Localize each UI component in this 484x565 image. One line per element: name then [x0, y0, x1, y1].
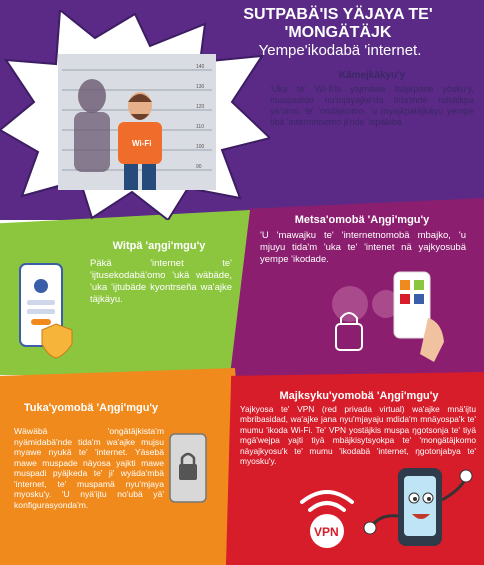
- svg-text:100: 100: [196, 144, 205, 150]
- svg-text:140: 140: [196, 64, 205, 70]
- phone-lock-icon: [160, 430, 220, 510]
- svg-text:120: 120: [196, 104, 205, 110]
- intro-box: [270, 70, 474, 188]
- witpa-title: Witpä 'aŋgi'mgu'y: [112, 240, 206, 252]
- svg-text:130: 130: [196, 84, 205, 90]
- metsa-title: Metsa'omobä 'Aŋgi'mgu'y: [294, 214, 430, 226]
- page-title: SUTPABÄ'IS YÄJAYA TE' 'MONGÄTÄJK: [243, 6, 433, 41]
- witpa-body: Päkä 'internet te' 'ijtusekodabä'omo 'ukä wäbäde, 'uka 'ijtubäde kyontrseña wa'ajke täjkäyu.: [90, 258, 232, 305]
- majksyku-body: Yajkyosa te' VPN (red privada virtual) wa'ajke mnä'ijtu mbribasidad, wa'ajke jana nyu'mjayaju mdida'm mnäyospa'k te' mumu 'ikoda Wi-Fi. Te' VPN yostäjkis muspa ŋgotsonja te' tiyä mgä'wejpa yajti tiyä mbäjkisytsyokpa te' 'mongätäjkomo näyajkyosu'k te' mumu 'ikodabä 'internet, ŋgotonjabya te' myosku'y.: [240, 404, 476, 467]
- svg-text:90: 90: [196, 164, 202, 170]
- intro-body: 'Uka te' Wi-fi'is yajmawe tsäjkpade yösku'y, muspadide nu'mjayajke'da tida'mde ndsäjkpa yä'omo, te' 'ondäjkomo, 'u myajkpatäjkäyu yempe tibä 'internetnomo ji'nde 'ispäkibä.: [270, 84, 474, 127]
- wifi-shirt-label: Wi-Fi: [132, 139, 152, 148]
- intro-heading: Kämejkäkyu'y: [338, 70, 406, 81]
- metsa-body: 'U 'mawajku te' 'internetnomobä mbajko, 'u mjuyu tida'm 'uka te' 'intenet nä yajkyosubä yempe 'ikodade.: [260, 230, 466, 265]
- majksyku-title: Majksyku'yomobä 'Aŋgi'mgu'y: [279, 390, 439, 402]
- vpn-wifi-icon: [296, 484, 358, 550]
- svg-text:110: 110: [196, 124, 204, 130]
- tuka-body: Wäwäbä 'ongätäjkista'm nyämidabä'nde tida'm wa'ajke mujsu myawe nyukä te' 'internet. Yäsebä mawe muspade näyosa yajkti mawe muspadi pyäjkeda te' ji' wyäda'mbä 'internet, te' muspamä nyu'mjaya myosku'y. 'U nyä'ijtu no'ubä yä' konfigurasyonda'm.: [14, 426, 164, 510]
- cloud-phone-icon: [316, 262, 466, 372]
- page-subtitle: Yempe'ikodabä 'internet.: [258, 42, 422, 59]
- phone-login-icon: [14, 262, 78, 362]
- phone-mascot-icon: [360, 460, 478, 560]
- tuka-title: Tuka'yomobä 'Aŋgi'mgu'y: [23, 402, 159, 414]
- vpn-label: VPN: [314, 525, 339, 539]
